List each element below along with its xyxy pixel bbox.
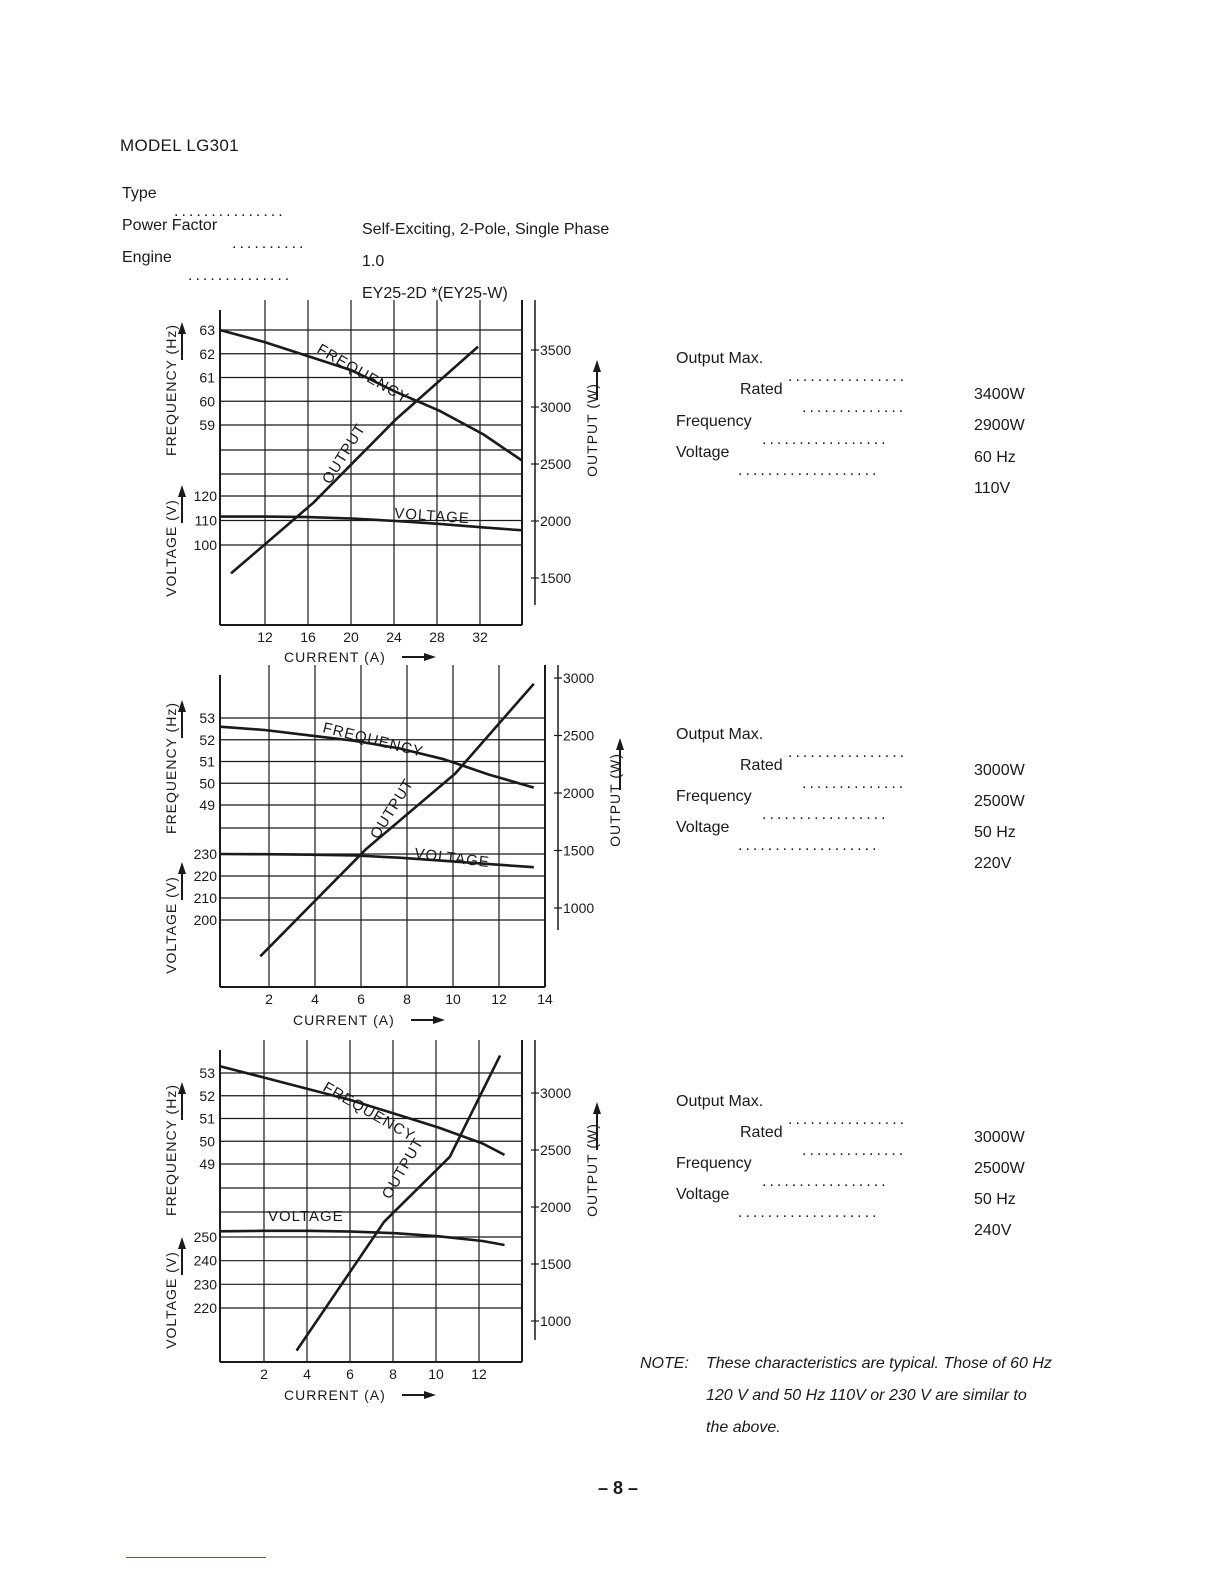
frequency-curve-label: FREQUENCY <box>320 1078 418 1146</box>
x-tick-label: 2 <box>265 991 273 1007</box>
spec-value: 1.0 <box>362 253 385 270</box>
freq-tick-label: 53 <box>199 1065 215 1081</box>
freq-tick-label: 60 <box>199 393 215 410</box>
note-prefix: NOTE: <box>640 1355 689 1372</box>
axis-arrowhead <box>178 322 186 334</box>
voltage-value: 220V <box>974 855 1012 872</box>
x-axis-arrowhead <box>424 1391 436 1399</box>
voltage-curve-label: VOLTAGE <box>268 1208 344 1225</box>
x-tick-label: 4 <box>311 991 319 1007</box>
volt-tick-label: 200 <box>193 912 217 928</box>
volt-tick-label: 220 <box>193 868 217 884</box>
volt-tick-label: 110 <box>194 512 217 529</box>
voltage-label: Voltage <box>676 819 730 836</box>
spec-dots: .............. <box>188 267 293 284</box>
axis-arrowhead <box>593 360 601 372</box>
volt-axis-title: VOLTAGE (V) <box>163 499 179 597</box>
frequency-value: 60 Hz <box>974 449 1016 466</box>
curve-output <box>260 684 534 957</box>
x-tick-label: 12 <box>257 629 273 645</box>
frequency-dots: ................. <box>762 806 889 823</box>
output-tick-label: 2500 <box>540 456 572 472</box>
x-tick-label: 8 <box>389 1366 397 1382</box>
x-axis-title: CURRENT (A) <box>284 1387 386 1403</box>
volt-tick-label: 230 <box>193 1276 217 1293</box>
voltage-value: 240V <box>974 1222 1012 1239</box>
page-number: – 8 – <box>597 1478 639 1498</box>
rated-value: 2900W <box>974 417 1025 434</box>
output-tick-label: 2000 <box>563 785 595 801</box>
frequency-curve-label: FREQUENCY <box>314 340 412 408</box>
volt-tick-label: 120 <box>193 488 217 504</box>
output-max-value: 3400W <box>974 386 1025 403</box>
axis-arrowhead <box>178 485 186 497</box>
freq-tick-label: 62 <box>199 345 215 362</box>
frequency-curve-label: FREQUENCY <box>321 719 426 761</box>
rated-value: 2500W <box>974 793 1025 810</box>
voltage-label: Voltage <box>676 1186 730 1203</box>
spec-label: Engine <box>122 249 172 266</box>
volt-tick-label: 240 <box>193 1252 217 1269</box>
voltage-curve-label: VOLTAGE <box>393 505 471 528</box>
output-max-label: Output Max. <box>676 350 764 367</box>
output-tick-label: 3000 <box>563 670 595 686</box>
frequency-value: 50 Hz <box>974 824 1016 841</box>
output-tick-label: 2500 <box>563 727 595 744</box>
output-max-label: Output Max. <box>676 1093 764 1110</box>
x-axis-arrowhead <box>433 1016 445 1024</box>
output-tick-label: 2000 <box>540 1199 572 1215</box>
frequency-dots: ................. <box>762 431 889 448</box>
output-curve-label: OUTPUT <box>366 775 418 843</box>
output-max-value: 3000W <box>974 762 1025 779</box>
rated-dots: .............. <box>802 1142 907 1159</box>
axis-arrowhead <box>178 1237 186 1249</box>
output-axis-title: OUTPUT (W) <box>584 383 600 477</box>
output-max-dots: ................ <box>788 744 908 761</box>
x-axis-arrowhead <box>424 653 436 661</box>
output-curve-label: OUTPUT <box>378 1134 428 1202</box>
rated-label: Rated <box>740 381 783 398</box>
output-tick-label: 3000 <box>540 399 572 415</box>
output-max-value: 3000W <box>974 1129 1025 1146</box>
freq-tick-label: 50 <box>199 775 215 792</box>
output-tick-label: 2000 <box>540 513 572 529</box>
spec-value: Self-Exciting, 2-Pole, Single Phase <box>362 221 610 238</box>
volt-tick-label: 250 <box>193 1229 217 1245</box>
x-tick-label: 12 <box>491 991 507 1007</box>
volt-tick-label: 220 <box>193 1300 217 1316</box>
x-tick-label: 20 <box>343 629 359 645</box>
freq-axis-title: FREQUENCY (Hz) <box>163 702 179 834</box>
rated-value: 2500W <box>974 1160 1025 1177</box>
rated-label: Rated <box>740 757 783 774</box>
spec-dots: ............... <box>174 203 286 220</box>
spec-label: Type <box>122 185 157 202</box>
voltage-value: 110V <box>974 480 1011 497</box>
voltage-dots: ................... <box>738 462 880 479</box>
axis-arrowhead <box>593 1102 601 1114</box>
frequency-label: Frequency <box>676 788 752 805</box>
curve-output <box>297 1055 501 1350</box>
model-title: MODEL LG301 <box>120 136 239 155</box>
freq-tick-label: 50 <box>199 1133 215 1150</box>
output-axis-title: OUTPUT (W) <box>607 753 623 847</box>
x-tick-label: 12 <box>471 1366 487 1382</box>
frequency-value: 50 Hz <box>974 1191 1016 1208</box>
x-tick-label: 24 <box>386 629 402 645</box>
output-tick-label: 1500 <box>540 1256 572 1272</box>
freq-tick-label: 61 <box>199 369 215 386</box>
axis-arrowhead <box>178 862 186 874</box>
output-axis-title: OUTPUT (W) <box>584 1123 600 1217</box>
axis-arrowhead <box>178 1082 186 1094</box>
curve-output <box>231 347 478 574</box>
x-tick-label: 14 <box>537 991 553 1007</box>
output-tick-label: 2500 <box>540 1142 572 1158</box>
frequency-label: Frequency <box>676 1155 752 1172</box>
output-max-dots: ................ <box>788 1111 908 1128</box>
spec-dots: .......... <box>232 235 307 252</box>
output-tick-label: 1500 <box>540 570 572 586</box>
axis-arrowhead <box>178 700 186 712</box>
x-tick-label: 4 <box>303 1366 311 1382</box>
output-tick-label: 3500 <box>540 342 572 358</box>
x-tick-label: 2 <box>260 1366 268 1382</box>
rated-label: Rated <box>740 1124 783 1141</box>
output-tick-label: 1000 <box>563 900 595 916</box>
voltage-dots: ................... <box>738 837 880 854</box>
freq-tick-label: 49 <box>199 1156 215 1172</box>
volt-tick-label: 230 <box>193 846 217 862</box>
freq-tick-label: 59 <box>199 417 215 433</box>
rated-dots: .............. <box>802 399 907 416</box>
note-line-3: the above. <box>706 1419 781 1436</box>
x-tick-label: 8 <box>403 991 411 1007</box>
curve-voltage <box>220 1231 505 1245</box>
note-line-1: These characteristics are typical. Those of 60 Hz <box>706 1355 1052 1372</box>
freq-tick-label: 52 <box>199 1087 215 1104</box>
output-max-label: Output Max. <box>676 726 764 743</box>
volt-tick-label: 100 <box>193 537 217 553</box>
voltage-label: Voltage <box>676 444 730 461</box>
voltage-dots: ................... <box>738 1204 880 1221</box>
freq-tick-label: 49 <box>199 797 215 813</box>
x-tick-label: 16 <box>300 629 316 645</box>
rated-dots: .............. <box>802 775 907 792</box>
freq-axis-title: FREQUENCY (Hz) <box>163 324 179 456</box>
x-tick-label: 32 <box>472 629 488 645</box>
chart-2 <box>163 665 624 1028</box>
volt-tick-label: 210 <box>193 890 217 906</box>
output-tick-label: 3000 <box>540 1085 572 1101</box>
freq-axis-title: FREQUENCY (Hz) <box>163 1084 179 1216</box>
chart-1 <box>163 300 601 665</box>
volt-axis-title: VOLTAGE (V) <box>163 1251 179 1349</box>
note-line-2: 120 V and 50 Hz 110V or 230 V are similar to <box>706 1387 1027 1404</box>
spec-label: Power Factor <box>122 217 218 234</box>
output-tick-label: 1000 <box>540 1313 572 1329</box>
output-curve-label: OUTPUT <box>318 420 370 488</box>
frequency-label: Frequency <box>676 413 752 430</box>
frequency-dots: ................. <box>762 1173 889 1190</box>
volt-axis-title: VOLTAGE (V) <box>163 876 179 974</box>
freq-tick-label: 52 <box>199 731 215 748</box>
freq-tick-label: 63 <box>199 322 215 338</box>
freq-tick-label: 51 <box>199 753 215 770</box>
x-tick-label: 10 <box>445 991 461 1007</box>
output-max-dots: ................ <box>788 368 908 385</box>
axis-arrowhead <box>616 738 624 750</box>
x-tick-label: 28 <box>429 629 445 645</box>
output-tick-label: 1500 <box>563 842 595 859</box>
x-tick-label: 10 <box>428 1366 444 1382</box>
spec-value: EY25-2D *(EY25-W) <box>362 285 508 302</box>
x-tick-label: 6 <box>346 1366 354 1382</box>
freq-tick-label: 53 <box>199 710 215 726</box>
chart-3 <box>163 1040 601 1403</box>
voltage-curve-label: VOLTAGE <box>413 845 491 872</box>
x-axis-title: CURRENT (A) <box>293 1012 395 1028</box>
x-tick-label: 6 <box>357 991 365 1007</box>
freq-tick-label: 51 <box>199 1110 215 1127</box>
x-axis-title: CURRENT (A) <box>284 649 386 665</box>
